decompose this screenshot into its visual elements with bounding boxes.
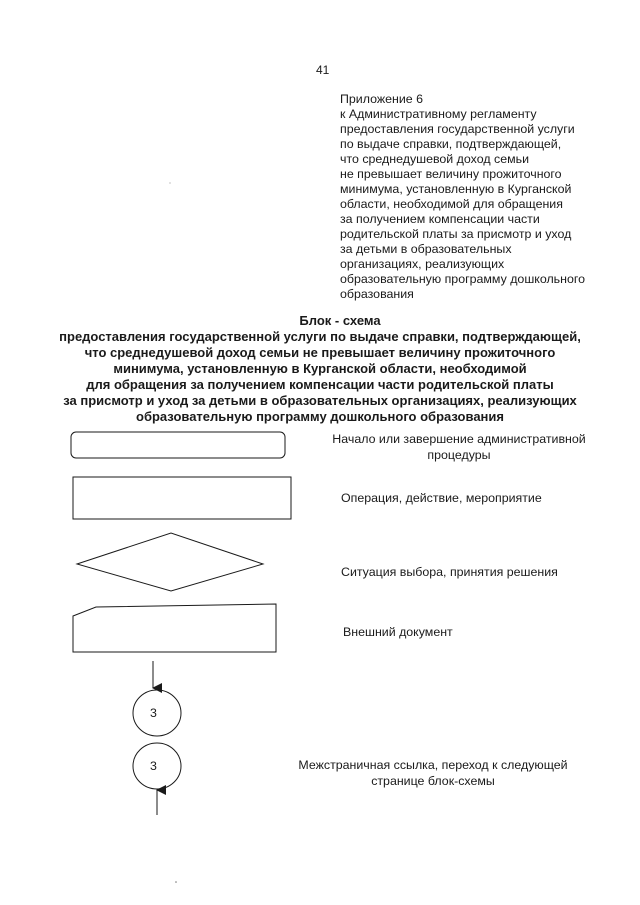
appendix-line: организациях, реализующих	[340, 257, 505, 271]
appendix-line: по выдаче справки, подтверждающей,	[340, 137, 562, 151]
legend-connector-line: Межстраничная ссылка, переход к следующей	[298, 758, 568, 772]
legend-connector-text	[288, 757, 578, 789]
appendix-line: минимума, установленную в Курганской	[340, 182, 572, 196]
scheme-title-heading: Блок - схема	[299, 313, 381, 328]
appendix-line: родительской платы за присмотр и уход	[340, 227, 572, 241]
appendix-line: не превышает величину прожиточного	[340, 167, 562, 181]
appendix-line: образовательную программу дошкольного	[340, 272, 586, 286]
page-number: 41	[316, 63, 330, 77]
terminator-shape	[71, 432, 285, 458]
connector-label-in: 3	[150, 706, 157, 720]
decision-shape	[77, 533, 263, 591]
appendix-line: образования	[340, 287, 414, 301]
process-shape	[73, 477, 291, 519]
appendix-line: за детьми в образовательных	[340, 242, 512, 256]
appendix-line: за получением компенсации части	[340, 212, 540, 226]
legend-connector-line: странице блок-схемы	[371, 774, 495, 788]
connector-circle-out	[133, 743, 181, 789]
scheme-title-line: для обращения за получением компенсации части родительской платы	[86, 377, 554, 392]
scheme-title-line: образовательную программу дошкольного образования	[136, 409, 504, 424]
connector-circle-in	[133, 690, 181, 736]
appendix-line: что среднедушевой доход семьи	[340, 152, 529, 166]
legend-terminator-line: Начало или завершение административной	[332, 432, 586, 446]
scheme-title-line: минимума, установленную в Курганской области, необходимой	[113, 361, 527, 376]
legend-decision-text: Ситуация выбора, принятия решения	[341, 565, 558, 579]
legend-external-document-text: Внешний документ	[343, 625, 453, 639]
external-document-shape	[73, 604, 276, 652]
appendix-line: предоставления государственной услуги	[340, 122, 575, 136]
scheme-title-line: предоставления государственной услуги по выдаче справки, подтверждающей,	[59, 329, 581, 344]
legend-process-text: Операция, действие, мероприятие	[341, 491, 542, 505]
scheme-title-line: за присмотр и уход за детьми в образовательных организациях, реализующих	[63, 393, 577, 408]
scheme-title-line: что среднедушевой доход семьи не превышает величину прожиточного	[84, 345, 556, 360]
legend-terminator-text	[314, 431, 604, 463]
legend-terminator-line: процедуры	[427, 448, 491, 462]
appendix-line: области, необходимой для обращения	[340, 197, 563, 211]
connector-label-out: 3	[150, 759, 157, 773]
appendix-line: Приложение 6	[340, 92, 424, 106]
appendix-line: к Административному регламенту	[340, 107, 537, 121]
